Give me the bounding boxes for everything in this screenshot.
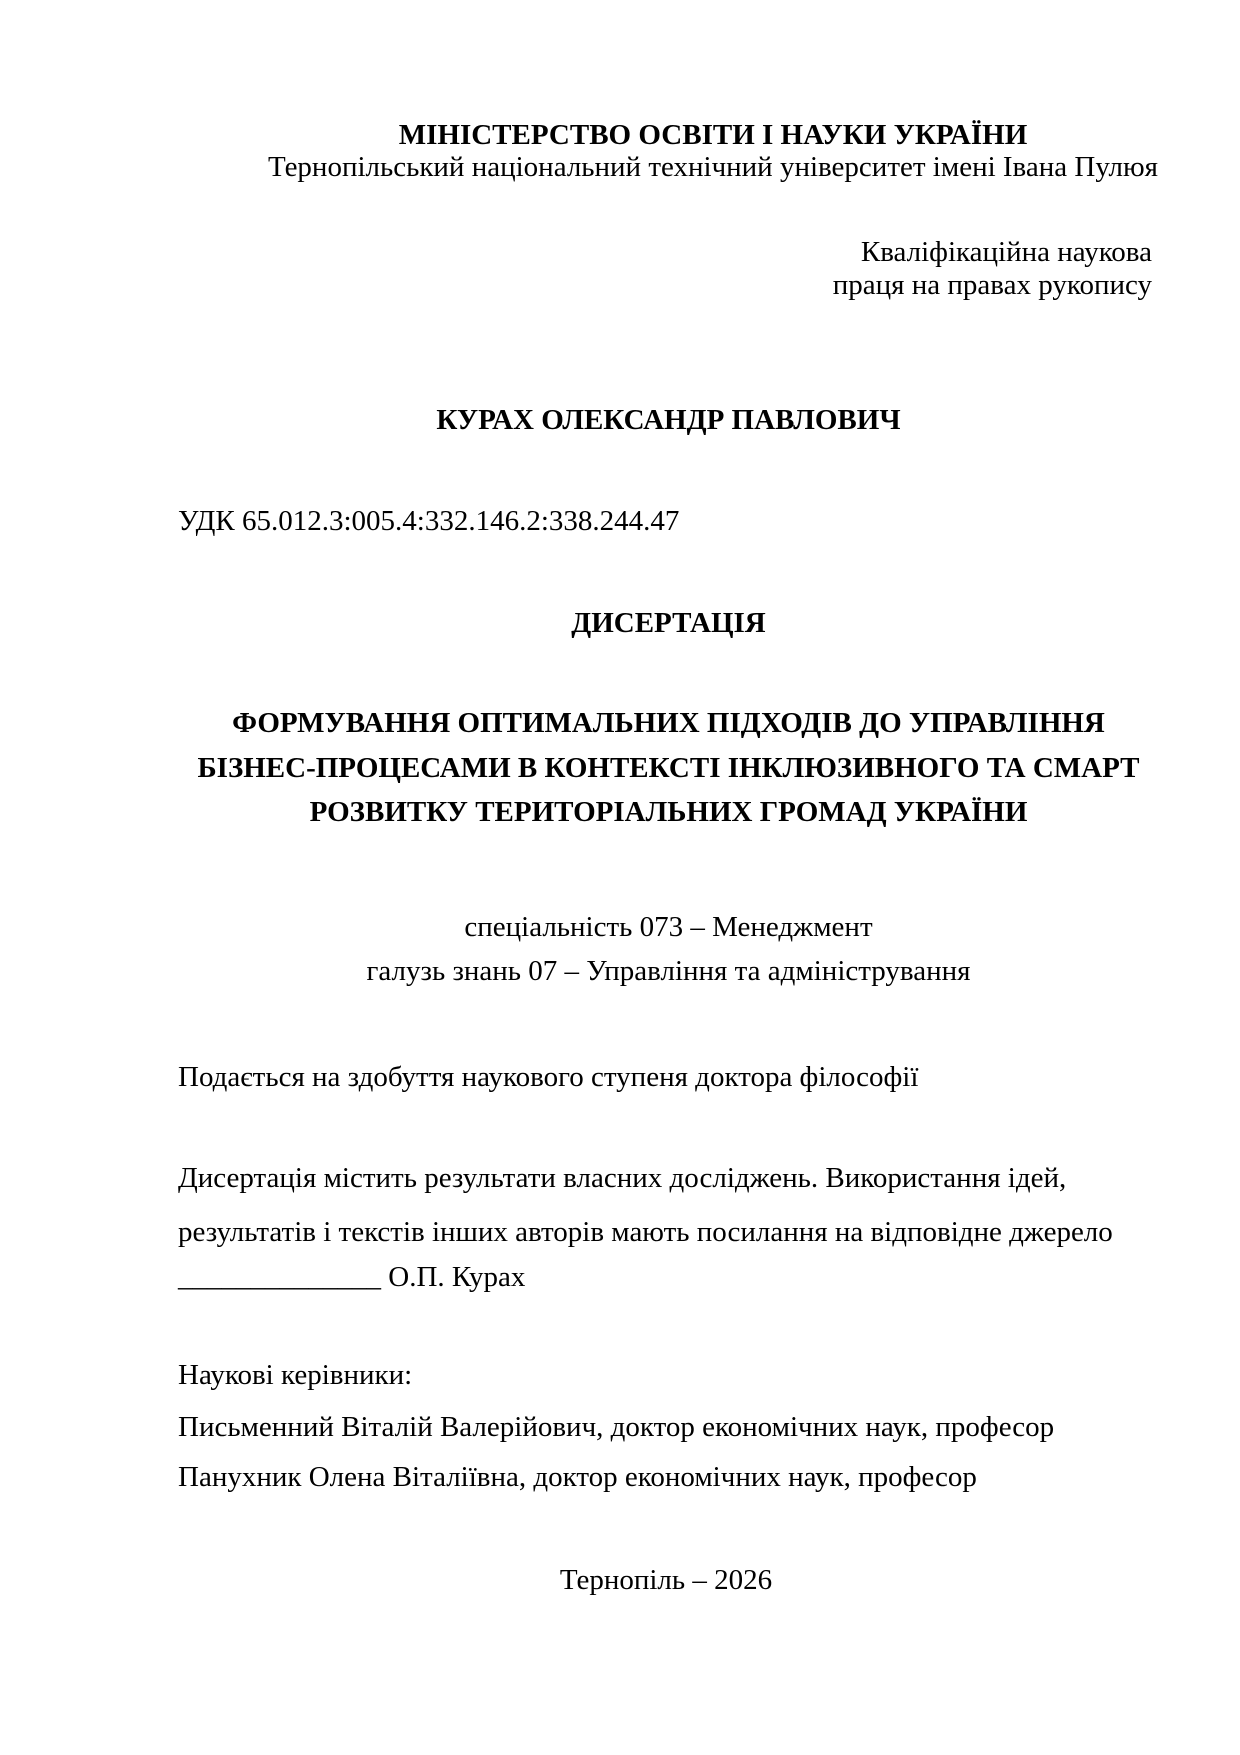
signature-line: ______________ <box>178 1261 381 1293</box>
udc-code: УДК 65.012.3:005.4:332.146.2:338.244.47 <box>178 505 680 537</box>
thesis-title-line: ФОРМУВАННЯ ОПТИМАЛЬНИХ ПІДХОДІВ ДО УПРАВЛІННЯ <box>232 707 1105 739</box>
manuscript-note-line-1: Кваліфікаційна наукова <box>860 236 1152 268</box>
originality-statement-line: результатів і текстів інших авторів мають посилання на відповідне джерело <box>178 1216 1113 1248</box>
supervisors-label: Наукові керівники: <box>178 1359 413 1391</box>
field-of-knowledge: галузь знань 07 – Управління та адміністрування <box>366 955 971 987</box>
thesis-title-line: БІЗНЕС-ПРОЦЕСАМИ В КОНТЕКСТІ ІНКЛЮЗИВНОГО ТА СМАРТ <box>197 752 1140 784</box>
ministry-heading: МІНІСТЕРСТВО ОСВІТИ І НАУКИ УКРАЇНИ <box>398 119 1028 151</box>
manuscript-note-line-2: праця на правах рукопису <box>832 269 1152 301</box>
thesis-title-line: РОЗВИТКУ ТЕРИТОРІАЛЬНИХ ГРОМАД УКРАЇНИ <box>309 796 1028 828</box>
supervisor-item: Письменний Віталій Валерійович, доктор економічних наук, професор <box>178 1411 1055 1443</box>
signature-name: О.П. Курах <box>388 1261 526 1293</box>
degree-statement: Подається на здобуття наукового ступеня доктора філософії <box>178 1061 919 1093</box>
document-type: ДИСЕРТАЦІЯ <box>571 607 766 639</box>
place-and-year: Тернопіль – 2026 <box>559 1564 773 1596</box>
originality-statement-line: Дисертація містить результати власних досліджень. Використання ідей, <box>178 1162 1067 1194</box>
supervisor-item: Панухник Олена Віталіївна, доктор економічних наук, професор <box>178 1461 977 1493</box>
university-name: Тернопільський національний технічний університет імені Івана Пулюя <box>267 151 1159 183</box>
signature-block <box>178 1261 525 1293</box>
author-name: КУРАХ ОЛЕКСАНДР ПАВЛОВИЧ <box>436 404 901 436</box>
specialty: спеціальність 073 – Менеджмент <box>464 911 873 943</box>
